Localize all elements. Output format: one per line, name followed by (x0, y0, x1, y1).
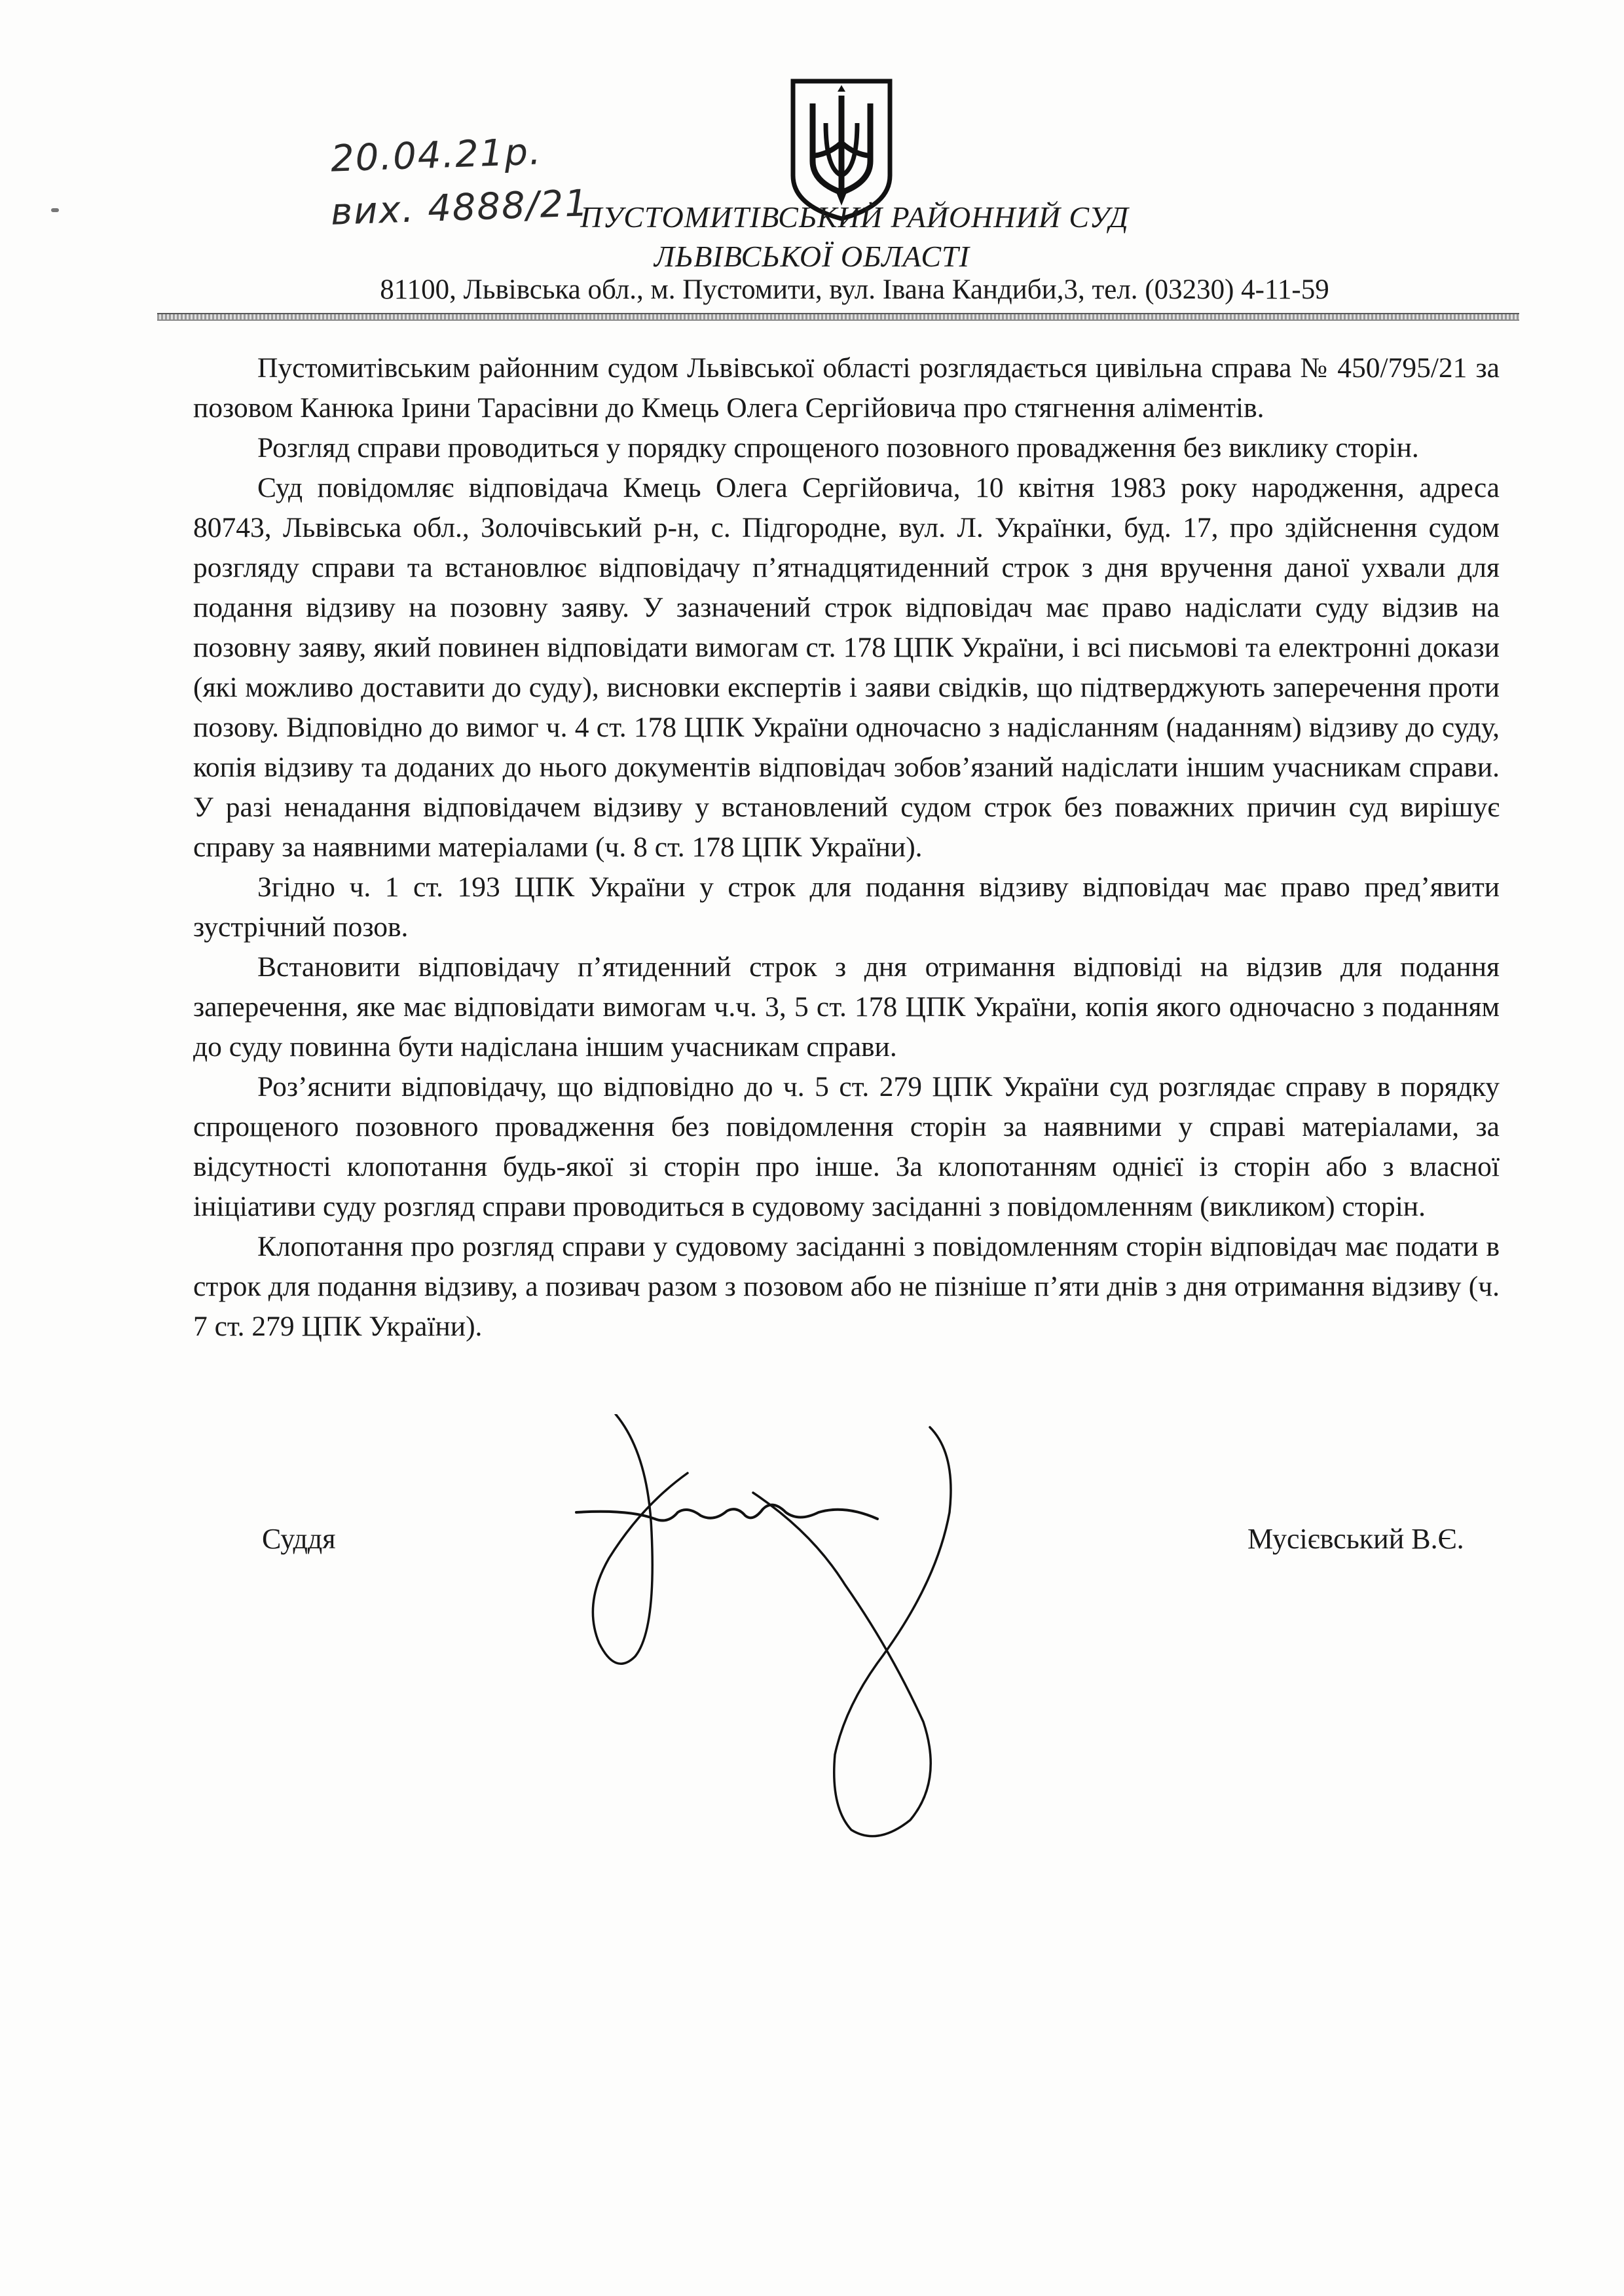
paragraph: Суд повідомляє відповідача Кмець Олега Сергійовича, 10 квітня 1983 року народження, адреса 80743, Львівська обл., Золочівський р-н, с. Підгородне, вул. Л. Українки, буд. 17, про здійснення судом розгляду справи та встановлює відповідачу п’ятнадцятиденний строк з дня вручення даної ухвали для подання відзиву на позовну заяву. У зазначений строк відповідач має право надіслати суду відзив на позовну заяву, який повинен відповідати вимогам ст. 178 ЦПК України, і всі письмові та електронні докази (які можливо доставити до суду), висновки експертів і заяви свідків, що підтверджують заперечення проти позову. Відповідно до вимог ч. 4 ст. 178 ЦПК України одночасно з надісланням (наданням) відзиву до суду, копія відзиву та доданих до нього документів відповідач зобов’язаний надіслати іншим учасникам справи. У разі ненадання відповідачем відзиву у встановлений судом строк без поважних причин суд вирішує справу за наявними матеріалами (ч. 8 ст. 178 ЦПК України). (193, 472, 1500, 863)
paragraph: Встановити відповідачу п’ятиденний строк з дня отримання відповіді на відзив для подання заперечення, яке має відповідати вимогам ч.ч. 3, 5 ст. 178 ЦПК України, копія якого одночасно з поданням до суду повинна бути надіслана іншим учасникам справи. (193, 951, 1500, 1063)
paragraph: Згідно ч. 1 ст. 193 ЦПК України у строк для подання відзиву відповідач має право пред’явити зустрічний позов. (193, 871, 1500, 943)
header-divider (157, 313, 1519, 321)
court-name-line-2: ЛЬВІВСЬКОЇ ОБЛАСТІ (654, 240, 970, 273)
paragraph: Пустомитівським районним судом Львівської області розглядається цивільна справа № 450/795/21 за позовом Канюка Ірини Тарасівни до Кмець Олега Сергійовича про стягнення аліментів. (193, 352, 1500, 424)
handwritten-date: 20.04.21р. (329, 130, 543, 181)
letter-body (193, 348, 1500, 1347)
judge-title: Суддя (262, 1523, 336, 1555)
handwritten-signature-icon (537, 1414, 1008, 1840)
court-name-line-1: ПУСТОМИТІВСЬКИЙ РАЙОННИЙ СУД (580, 200, 1129, 234)
paragraph: Клопотання про розгляд справи у судовому засіданні з повідомленням сторін відповідач має подати в строк для подання відзиву, а позивач разом з позовом або не пізніше п’яти днів з дня отримання відзиву (ч. 7 ст. 279 ЦПК України). (193, 1231, 1500, 1342)
judge-name: Мусієвський В.Є. (1247, 1523, 1464, 1555)
handwritten-outgoing-number: вих. 4888/21 (329, 182, 590, 234)
paragraph: Роз’яснити відповідачу, що відповідно до ч. 5 ст. 279 ЦПК України суд розглядає справу в порядку спрощеного позовного провадження без повідомлення сторін за наявними у справі матеріалами, за відсутності клопотання будь-якої зі сторін про інше. За клопотанням однієї із сторін або з власної ініціативи суду розгляд справи проводиться в судовому засіданні з повідомленням (викликом) сторін. (193, 1071, 1500, 1222)
paragraph: Розгляд справи проводиться у порядку спрощеного позовного провадження без виклику сторін. (257, 432, 1419, 464)
court-address: 81100, Львівська обл., м. Пустомити, вул. Івана Кандиби,3, тел. (03230) 4-11-59 (380, 274, 1329, 305)
